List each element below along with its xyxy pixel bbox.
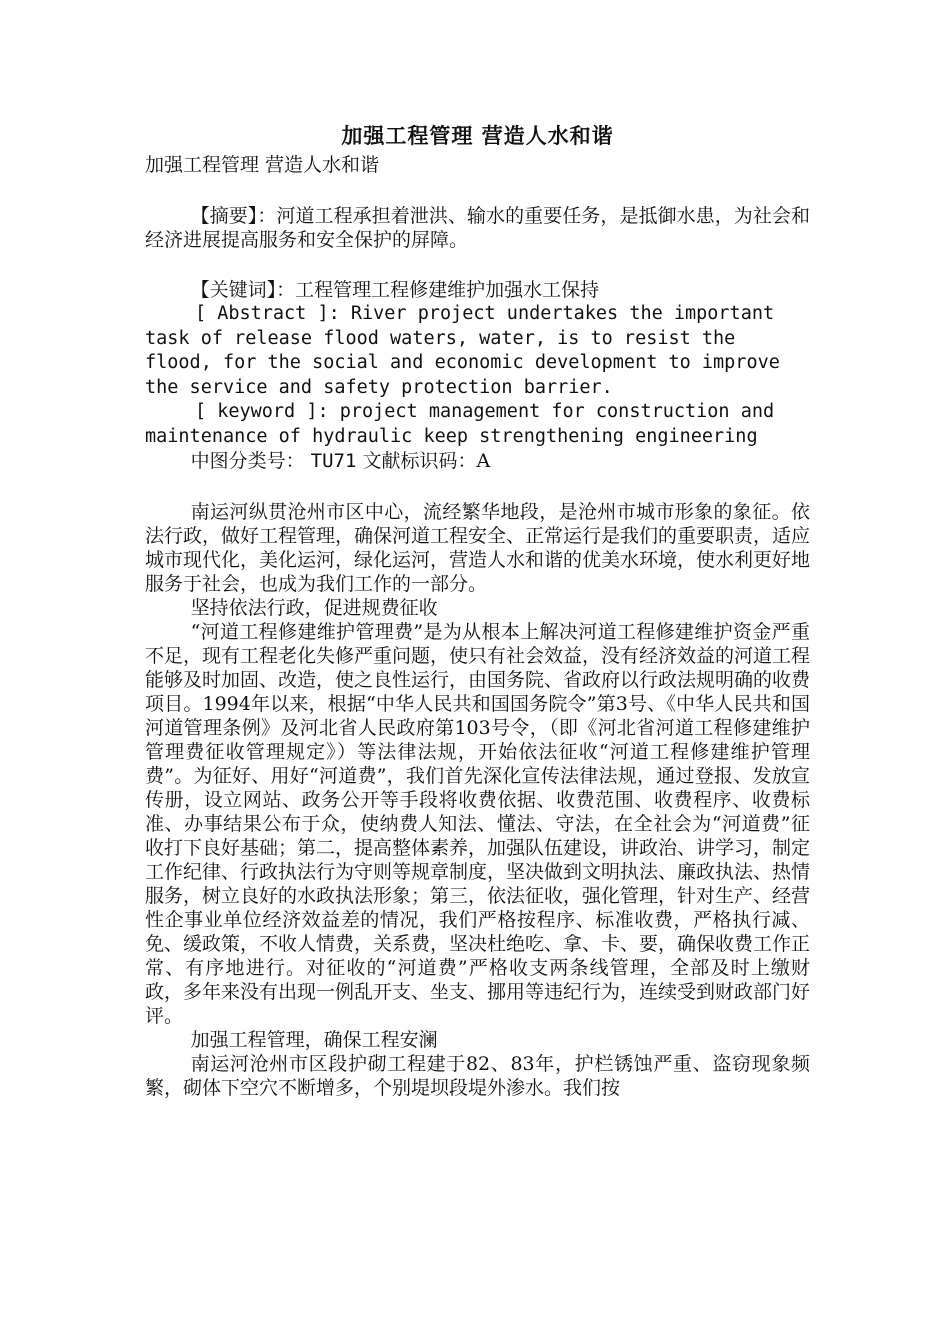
document-code: 文献标识码：A xyxy=(362,450,491,472)
body-paragraph: “河道工程修建维护管理费”是为从根本上解决河道工程修建维护资金严重不足，现有工程老化失修严重问题，使只有社会效益，没有经济效益的河道工程能够及时加固、改造，使之良性运行，由国务院、省政府以行政法规明确的收费项目。1994年以来，根据“中华人民共和国国务院令”第3号、《中华人民共和国河道管理条例》及河北省人民政府第103号令，（即《河北省河道工程修建维护管理费征收管理规定》）等法律法规，开始依法征收“河道工程修建维护管理费”。为征好、用好“河道费”，我们首先深化宣传法律法规，通过登报、发放宣传册，设立网站、政务公开等手段将收费依据、收费范围、收费程序、收费标准、办事结果公布于众，使纳费人知法、懂法、守法，在全社会为“河道费”征收打下良好基础；第二，提高整体素养，加强队伍建设，讲政治、讲学习，制定工作纪律、行政执法行为守则等规章制度，坚决做到文明执法、廉政执法、热情服务，树立良好的水政执法形象；第三，依法征收，强化管理，针对生产、经营性企事业单位经济效益差的情况，我们严格按程序、标准收费，严格执行减、免、缓政策，不收人情费，关系费，坚决杜绝吃、拿、卡、要，确保收费工作正常、有序地进行。对征收的“河道费”严格收支两条线管理，全部及时上缴财政，多年来没有出现一例乱开支、坐支、挪用等违纪行为，连续受到财政部门好评。 xyxy=(145,621,811,1027)
body-paragraph: 南运河纵贯沧州市区中心，流经繁华地段，是沧州市城市形象的象征。依法行政，做好工程管理，确保河道工程安全、正常运行是我们的重要职责，适应城市现代化，美化运河，绿化运河，营造人水和谐的优美水环境，使水利更好地服务于社会，也成为我们工作的一部分。 xyxy=(145,501,811,595)
spacer xyxy=(145,178,810,204)
abstract-chinese: 【摘要】：河道工程承担着泄洪、输水的重要任务，是抵御水患，为社会和经济进展提高服务和安全保护的屏障。 xyxy=(145,205,810,251)
document-subtitle: 加强工程管理 营造人水和谐 xyxy=(145,154,380,176)
section-heading: 加强工程管理，确保工程安澜 xyxy=(190,1029,438,1051)
spacer xyxy=(145,252,810,278)
document-page xyxy=(145,122,810,1100)
spacer xyxy=(145,474,810,500)
section-heading: 坚持依法行政，促进规费征收 xyxy=(190,597,438,619)
keywords-chinese: 【关键词】：工程管理工程修建维护加强水工保持 xyxy=(190,279,600,301)
classification-label: 中图分类号： xyxy=(190,450,305,472)
classification-line xyxy=(145,449,810,474)
document-title: 加强工程管理 营造人水和谐 xyxy=(341,123,614,148)
body-paragraph: 南运河沧州市区段护砌工程建于82、83年，护栏锈蚀严重、盗窃现象频繁，砌体下空穴不断增多，个别堤坝段堤外渗水。我们按 xyxy=(145,1053,810,1099)
keywords-english: [ keyword ]: project management for construction and maintenance of hydraulic keep strengthening engineering xyxy=(145,401,775,447)
abstract-english: [ Abstract ]: River project undertakes the important task of release flood waters, water, is to resist the flood, for the social and economic development to improve the service and safety protection barrier. xyxy=(145,303,780,398)
classification-value: TU71 xyxy=(310,450,357,472)
